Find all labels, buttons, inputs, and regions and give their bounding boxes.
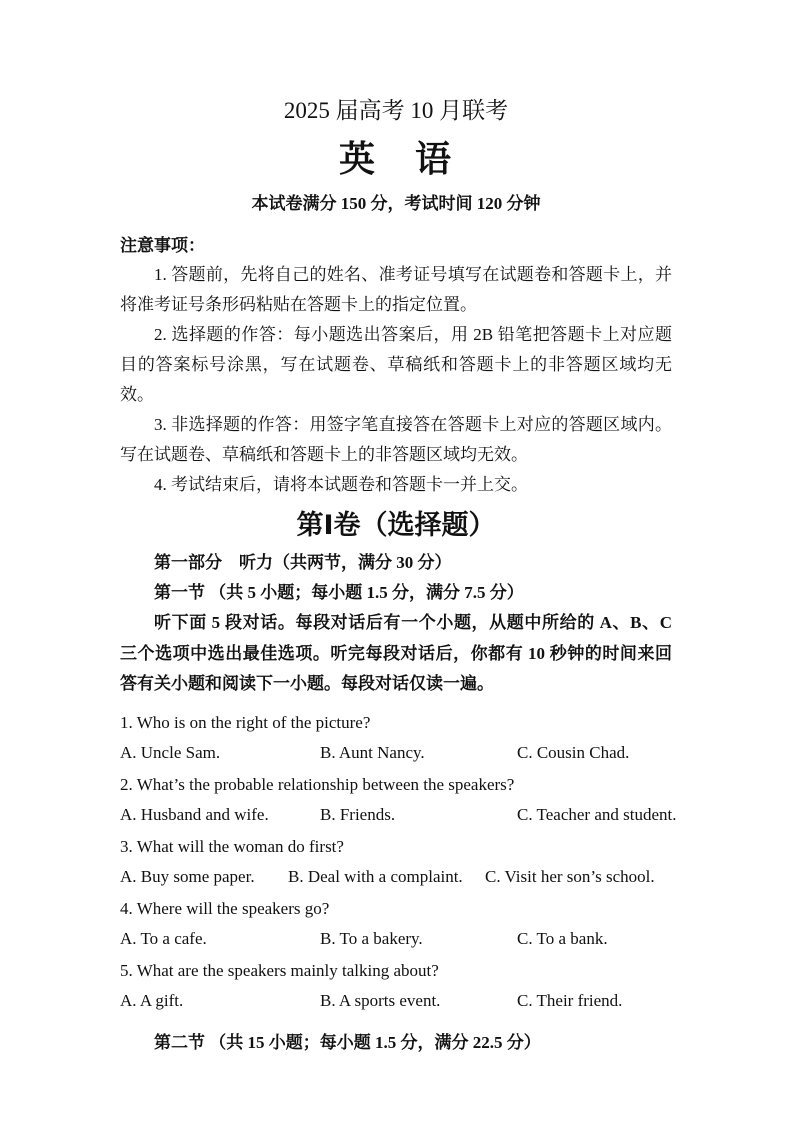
note-item-4: 4. 考试结束后，请将本试题卷和答题卡一并上交。 bbox=[154, 475, 528, 494]
listening-questions bbox=[120, 708, 677, 1016]
question-5-option-b: B. A sports event. bbox=[320, 990, 441, 1010]
exam-score-time: 本试卷满分 150 分，考试时间 120 分钟 bbox=[251, 194, 541, 213]
question-1 bbox=[120, 708, 672, 768]
question-5-option-c: C. Their friend. bbox=[517, 990, 623, 1010]
question-2-options bbox=[120, 800, 677, 830]
question-2-text: 2. What’s the probable relationship between the speakers? bbox=[120, 774, 515, 794]
question-2-option-b: B. Friends. bbox=[320, 804, 396, 824]
question-3-option-a: A. Buy some paper. bbox=[120, 866, 255, 886]
exam-subject: 英 语 bbox=[338, 138, 453, 179]
question-3 bbox=[120, 832, 672, 892]
question-4 bbox=[120, 894, 672, 954]
section2-heading: 第二节 （共 15 小题；每小题 1.5 分，满分 22.5 分） bbox=[154, 1032, 541, 1052]
note-item-2: 2. 选择题的作答：每小题选出答案后，用 2B 铅笔把答题卡上对应题目的答案标号涂黑，写在试题卷、草稿纸和答题卡上的非答题区域均无效。 bbox=[120, 325, 672, 404]
question-4-option-c: C. To a bank. bbox=[517, 928, 608, 948]
question-3-option-b: B. Deal with a complaint. bbox=[288, 866, 463, 886]
question-1-option-a: A. Uncle Sam. bbox=[120, 742, 221, 762]
question-2 bbox=[120, 770, 677, 830]
question-1-option-b: B. Aunt Nancy. bbox=[320, 742, 425, 762]
question-5-text: 5. What are the speakers mainly talking about? bbox=[120, 960, 439, 980]
question-4-option-a: A. To a cafe. bbox=[120, 928, 207, 948]
notes-heading: 注意事项： bbox=[120, 236, 205, 255]
question-4-option-b: B. To a bakery. bbox=[320, 928, 423, 948]
note-item-1: 1. 答题前，先将自己的姓名、准考证号填写在试题卷和答题卡上，并将准考证号条形码粘贴在答题卡上的指定位置。 bbox=[120, 265, 672, 314]
question-5 bbox=[120, 956, 672, 1016]
question-5-options bbox=[120, 986, 672, 1016]
question-1-text: 1. Who is on the right of the picture? bbox=[120, 712, 371, 732]
note-item-3: 3. 非选择题的作答：用签字笔直接答在答题卡上对应的答题区域内。写在试题卷、草稿纸和答题卡上的非答题区域均无效。 bbox=[120, 415, 672, 464]
part1-heading: 第一部分 听力（共两节，满分 30 分） bbox=[154, 553, 452, 572]
question-1-option-c: C. Cousin Chad. bbox=[517, 742, 630, 762]
question-4-text: 4. Where will the speakers go? bbox=[120, 898, 330, 918]
question-1-options bbox=[120, 738, 672, 768]
question-3-options bbox=[120, 862, 672, 892]
listening-instructions: 听下面 5 段对话。每段对话后有一个小题，从题中所给的 A、B、C 三个选项中选出最佳选项。听完每段对话后，你都有 10 秒钟的时间来回答有关小题和阅读下一小题。每段对话仅读一遍。 bbox=[120, 613, 672, 693]
question-2-option-c: C. Teacher and student. bbox=[517, 804, 677, 824]
question-5-option-a: A. A gift. bbox=[120, 990, 184, 1010]
exam-title: 2025 届高考 10 月联考 bbox=[283, 98, 509, 123]
question-3-text: 3. What will the woman do first? bbox=[120, 836, 344, 856]
section1-heading: 第一节 （共 5 小题；每小题 1.5 分，满分 7.5 分） bbox=[154, 583, 524, 602]
question-3-option-c: C. Visit her son’s school. bbox=[485, 866, 655, 886]
question-4-options bbox=[120, 924, 672, 954]
volume1-heading: 第Ⅰ卷（选择题） bbox=[296, 510, 496, 540]
question-2-option-a: A. Husband and wife. bbox=[120, 804, 269, 824]
